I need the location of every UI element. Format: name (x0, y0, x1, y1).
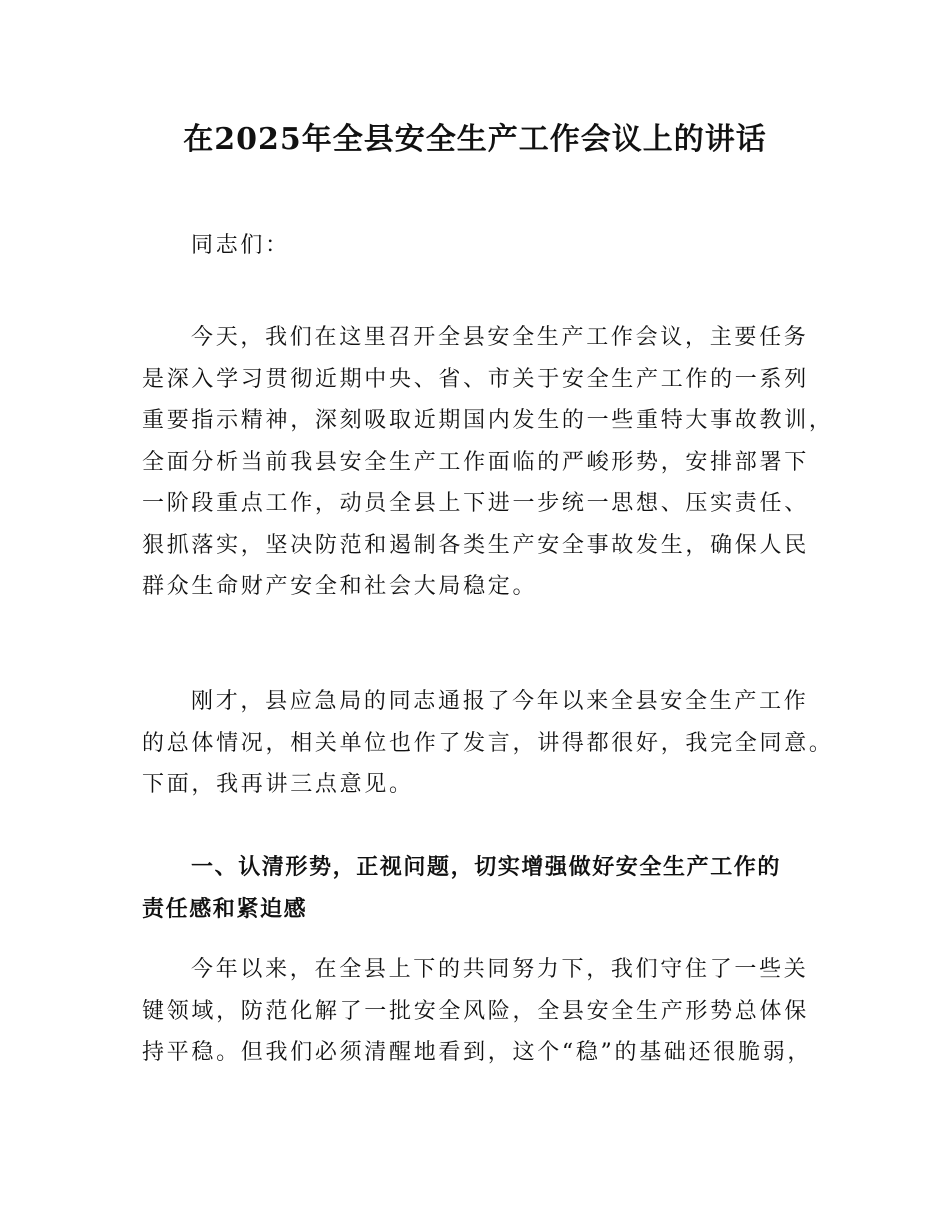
paragraph-line: 重要指示精神，深刻吸取近期国内发生的一些重特大事故教训， (142, 408, 834, 433)
paragraph-line: 的总体情况，相关单位也作了发言，讲得都很好，我完全同意。 (142, 730, 834, 756)
paragraph-line: 刚才，县应急局的同志通报了今年以来全县安全生产工作 (191, 689, 809, 714)
heading-line: 一、认清形势，正视问题，切实增强做好安全生产工作的 (191, 855, 782, 880)
paragraph-line: 群众生命财产安全和社会大局稳定。 (142, 574, 538, 599)
salutation-text: 同志们： (191, 233, 290, 258)
paragraph-line: 全面分析当前我县安全生产工作面临的严峻形势，安排部署下 (142, 449, 809, 475)
paragraph-line: 今年以来，在全县上下的共同努力下，我们守住了一些关 (191, 957, 809, 982)
section-heading-1 (142, 847, 842, 931)
paragraph-3 (142, 949, 842, 1074)
paragraph-line: 持平稳。但我们必须清醒地看到，这个“稳”的基础还很脆弱， (142, 1040, 813, 1065)
paragraph-line: 是深入学习贯彻近期中央、省、市关于安全生产工作的一系列 (142, 366, 809, 392)
paragraph-line: 狠抓落实，坚决防范和遏制各类生产安全事故发生，确保人民 (142, 532, 809, 558)
paragraph-line: 键领域，防范化解了一批安全风险，全县安全生产形势总体保 (142, 998, 809, 1024)
salutation (142, 225, 842, 267)
paragraph-1 (142, 317, 842, 608)
paragraph-line: 今天，我们在这里召开全县安全生产工作会议，主要任务 (191, 325, 809, 350)
document-title: 在2025年全县安全生产工作会议上的讲话 (183, 122, 767, 157)
paragraph-2 (142, 681, 842, 806)
paragraph-line: 下面，我再讲三点意见。 (142, 772, 414, 797)
paragraph-line: 一阶段重点工作，动员全县上下进一步统一思想、压实责任、 (142, 491, 809, 516)
heading-line: 责任感和紧迫感 (142, 897, 308, 922)
